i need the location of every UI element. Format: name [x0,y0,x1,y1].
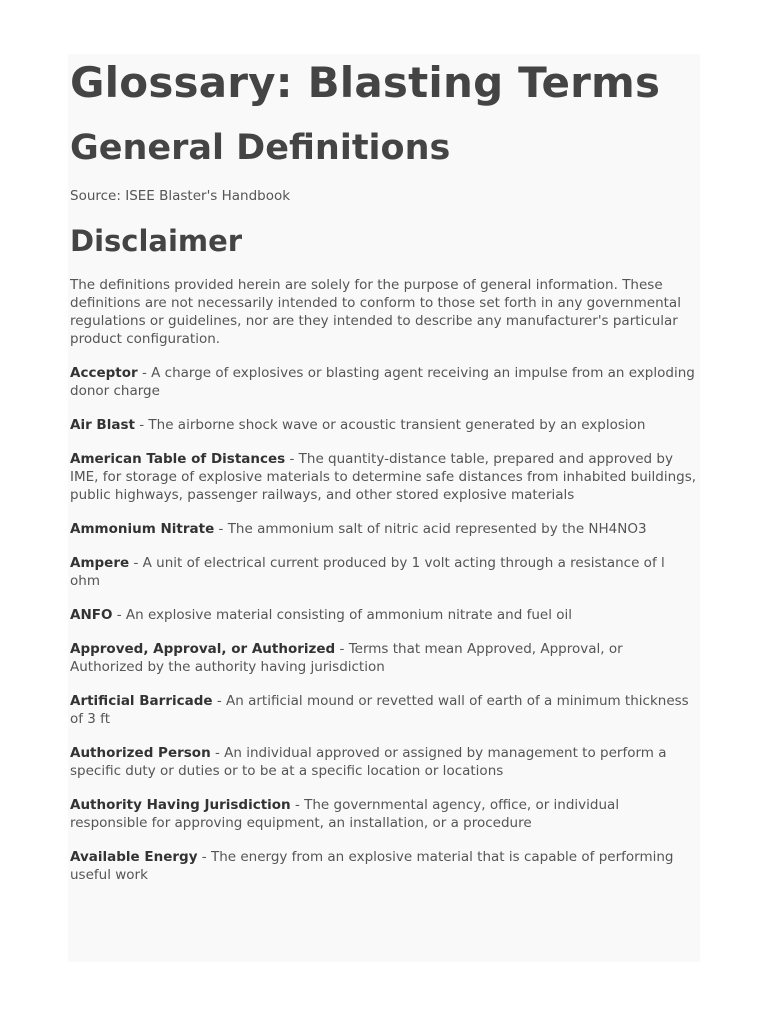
definition-text: - An artificial mound or revetted wall of earth of a minimum thickness of 3 ft [70,693,689,727]
definition-term: Ampere [70,555,130,571]
definition-term: American Table of Distances [70,451,286,467]
definition-term: Acceptor [70,365,138,381]
definition-item [70,450,698,504]
page-title: Glossary: Blasting Terms [70,58,661,107]
source-line: Source: ISEE Blaster's Handbook [70,188,291,204]
definition-term: Authority Having Jurisdiction [70,797,291,813]
definition-text: - The airborne shock wave or acoustic transient generated by an explosion [134,417,646,433]
definition-term: Approved, Approval, or Authorized [70,641,336,657]
section-heading: General Definitions [70,128,451,168]
definition-text: - A unit of electrical current produced by 1 volt acting through a resistance of l ohm [70,555,665,589]
definition-term: Available Energy [70,849,198,865]
definition-text: - The quantity-distance table, prepared and approved by IME, for storage of explosive materials to determine safe distances from inhabited buildings, public highways, passenger railways, and other stored explosive materials [70,451,697,503]
definition-text: - The ammonium salt of nitric acid represented by the NH4NO3 [214,521,647,537]
definition-text: - An explosive material consisting of ammonium nitrate and fuel oil [112,607,573,623]
definition-item [70,692,698,728]
definition-term: Air Blast [70,417,135,433]
definition-term: Artificial Barricade [70,693,213,709]
disclaimer-text: The definitions provided herein are solely for the purpose of general information. These definitions are not necessarily intended to conform to those set forth in any governmental regulations or guidelines, nor are they intended to describe any manufacturer's particular product configuration. [70,277,681,347]
definition-item [70,848,698,884]
definition-term: ANFO [70,607,113,623]
definition-text: - The energy from an explosive material that is capable of performing useful work [70,849,674,883]
definition-item [70,796,698,832]
definition-item [70,520,698,538]
definition-item [70,606,698,624]
definition-item [70,744,698,780]
definition-term: Authorized Person [70,745,211,761]
glossary-content [70,276,698,900]
definition-text: - A charge of explosives or blasting agent receiving an impulse from an exploding donor charge [70,365,695,399]
definition-item [70,364,698,400]
definition-text: - Terms that mean Approved, Approval, or Authorized by the authority having jurisdiction [70,641,623,675]
definition-term: Ammonium Nitrate [70,521,215,537]
definition-item [70,416,698,434]
disclaimer-heading: Disclaimer [70,224,243,258]
definition-item [70,554,698,590]
definition-text: - The governmental agency, office, or individual responsible for approving equipment, an installation, or a procedure [70,797,620,831]
definition-item [70,640,698,676]
definition-text: - An individual approved or assigned by management to perform a specific duty or duties or to be at a specific location or locations [70,745,667,779]
document-page [68,54,700,962]
